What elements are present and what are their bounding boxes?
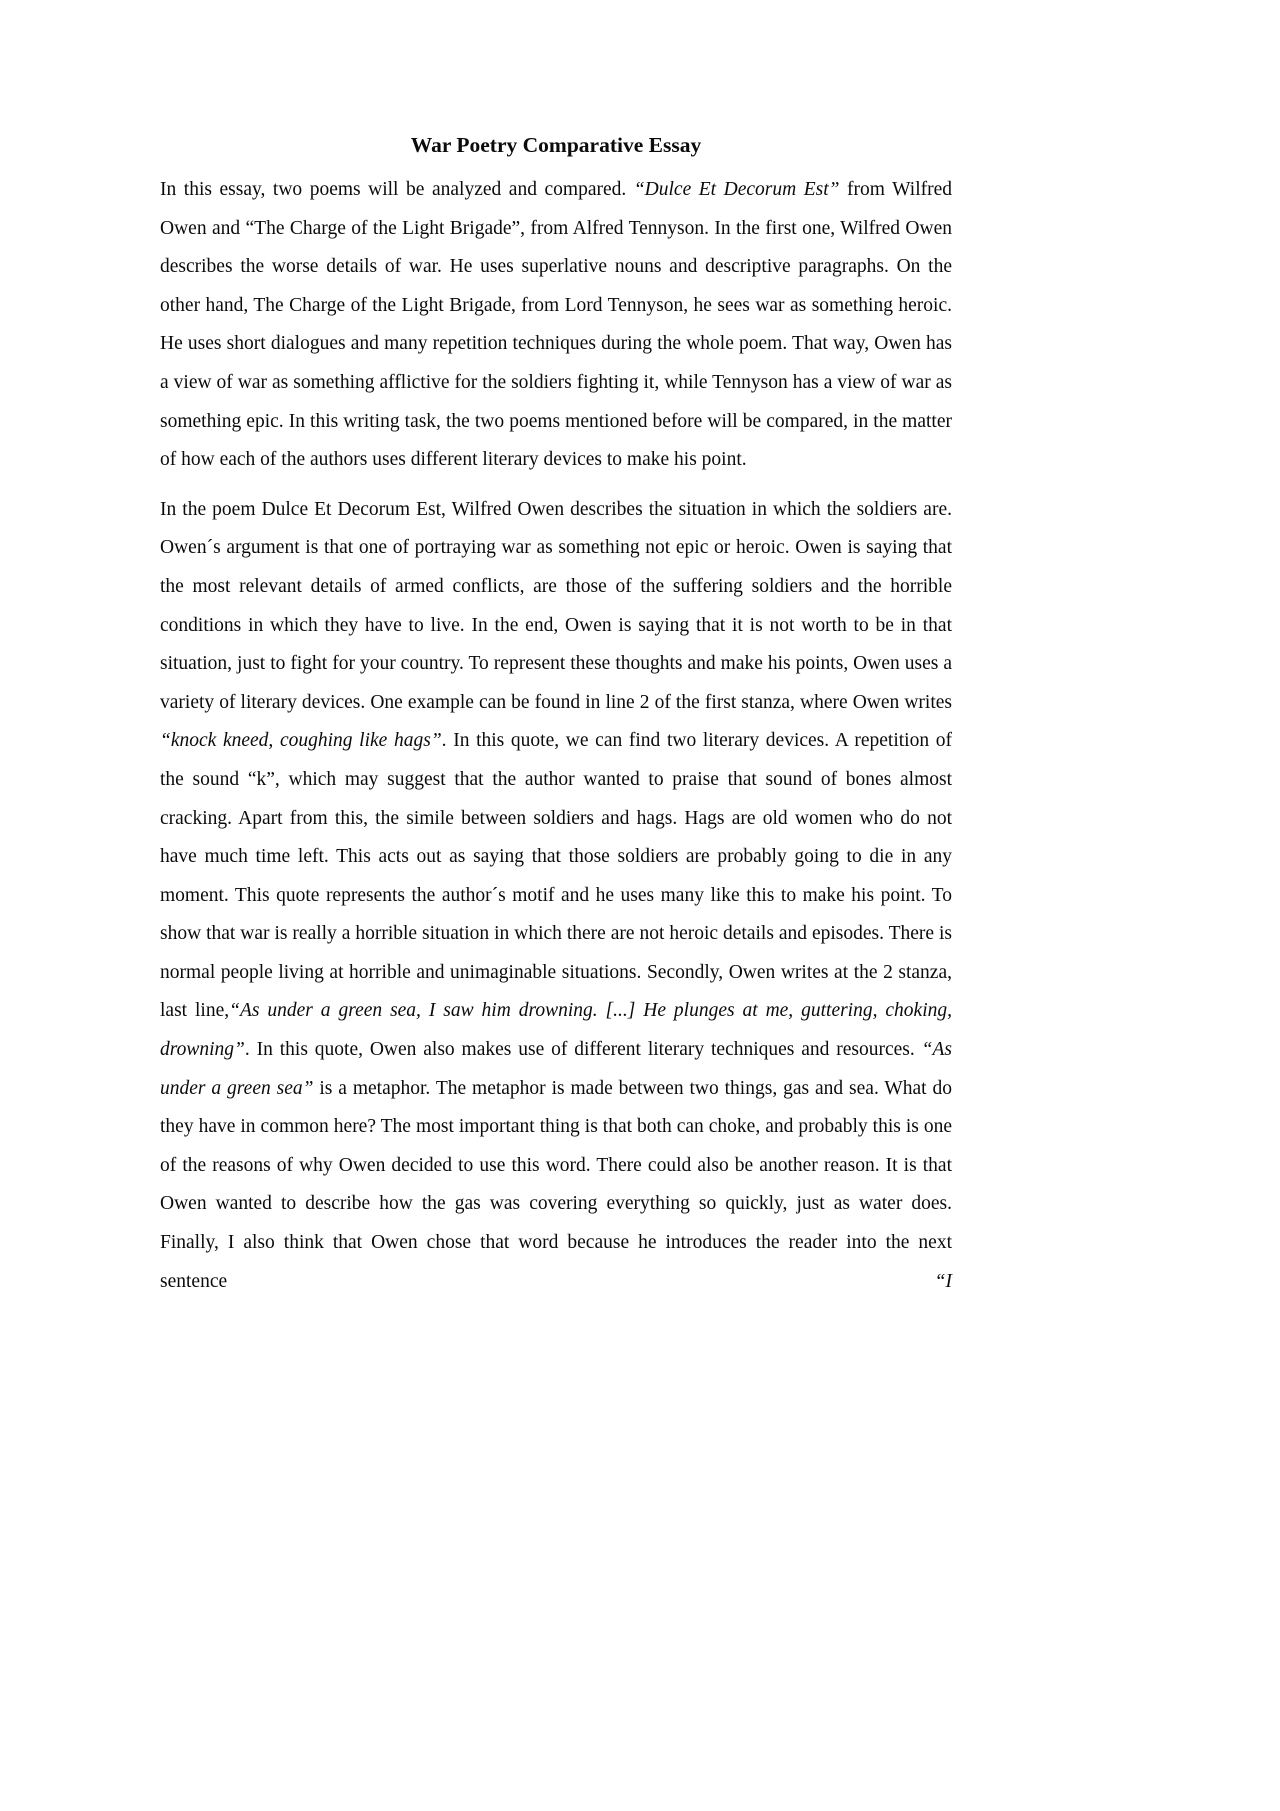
text-run-italic-quote: “As under a green sea, I saw him drowning. [...] He plunges at me, guttering, choking, drowning”: [160, 1000, 952, 1061]
text-run-italic-quote: “I: [934, 1270, 952, 1292]
text-run-italic-quote: “knock kneed, coughing like hags”: [160, 730, 442, 752]
text-run-italic-quote: “Dulce Et Decorum Est”: [633, 179, 840, 200]
essay-paragraph-body: [160, 491, 952, 1301]
text-run: . In this quote, we can find two literary devices. A repetition of the sound “k”, which may suggest that the author wanted to praise that sound of bones almost cracking. Apart from this, the simile between soldiers and hags. Hags are old women who do not have much time left. This acts out as saying that those soldiers are probably going to die in any moment. This quote represents the author´s motif and he uses many like this to make his point. To show that war is really a horrible situation in which there are not heroic details and episodes. There is normal people living at horrible and unimaginable situations. Secondly, Owen writes at the 2 stanza, last line,: [160, 730, 952, 1022]
text-run-italic-quote: “As under a green sea”: [160, 1039, 952, 1099]
essay-title: War Poetry Comparative Essay: [410, 133, 702, 157]
text-run: In the poem Dulce Et Decorum Est, Wilfred Owen describes the situation in which the soldiers are. Owen´s argument is that one of portraying war as something not epic or heroic. Owen is saying that the most relevant details of armed conflicts, are those of the suffering soldiers and the horrible conditions in which they have to live. In the end, Owen is saying that it is not worth to be in that situation, just to fight for your country. To represent these thoughts and make his points, Owen uses a variety of literary devices. One example can be found in line 2 of the first stanza, where Owen writes: [160, 498, 952, 713]
text-run: . In this quote, Owen also makes use of different literary techniques and resources.: [244, 1039, 922, 1061]
essay-paragraph-intro: [160, 171, 952, 480]
text-run: In this essay, two poems will be analyzed and compared.: [160, 179, 634, 200]
essay-content: [160, 133, 952, 1312]
text-run: is a metaphor. The metaphor is made between two things, gas and sea. What do they have in common here? The most important thing is that both can choke, and probably this is one of the reasons of why Owen decided to use this word. There could also be another reason. It is that Owen wanted to describe how the gas was covering everything so quickly, just as water does. Finally, I also think that Owen chose that word because he introduces the reader into the next sentence: [160, 1077, 952, 1292]
text-run: from Wilfred Owen and “The Charge of the Light Brigade”, from Alfred Tennyson. In the first one, Wilfred Owen describes the worse details of war. He uses superlative nouns and descriptive paragraphs. On the other hand, The Charge of the Light Brigade, from Lord Tennyson, he sees war as something heroic. He uses short dialogues and many repetition techniques during the whole poem. That way, Owen has a view of war as something afflictive for the soldiers fighting it, while Tennyson has a view of war as something epic. In this writing task, the two poems mentioned before will be compared, in the matter of how each of the authors uses different literary devices to make his point.: [160, 179, 953, 471]
